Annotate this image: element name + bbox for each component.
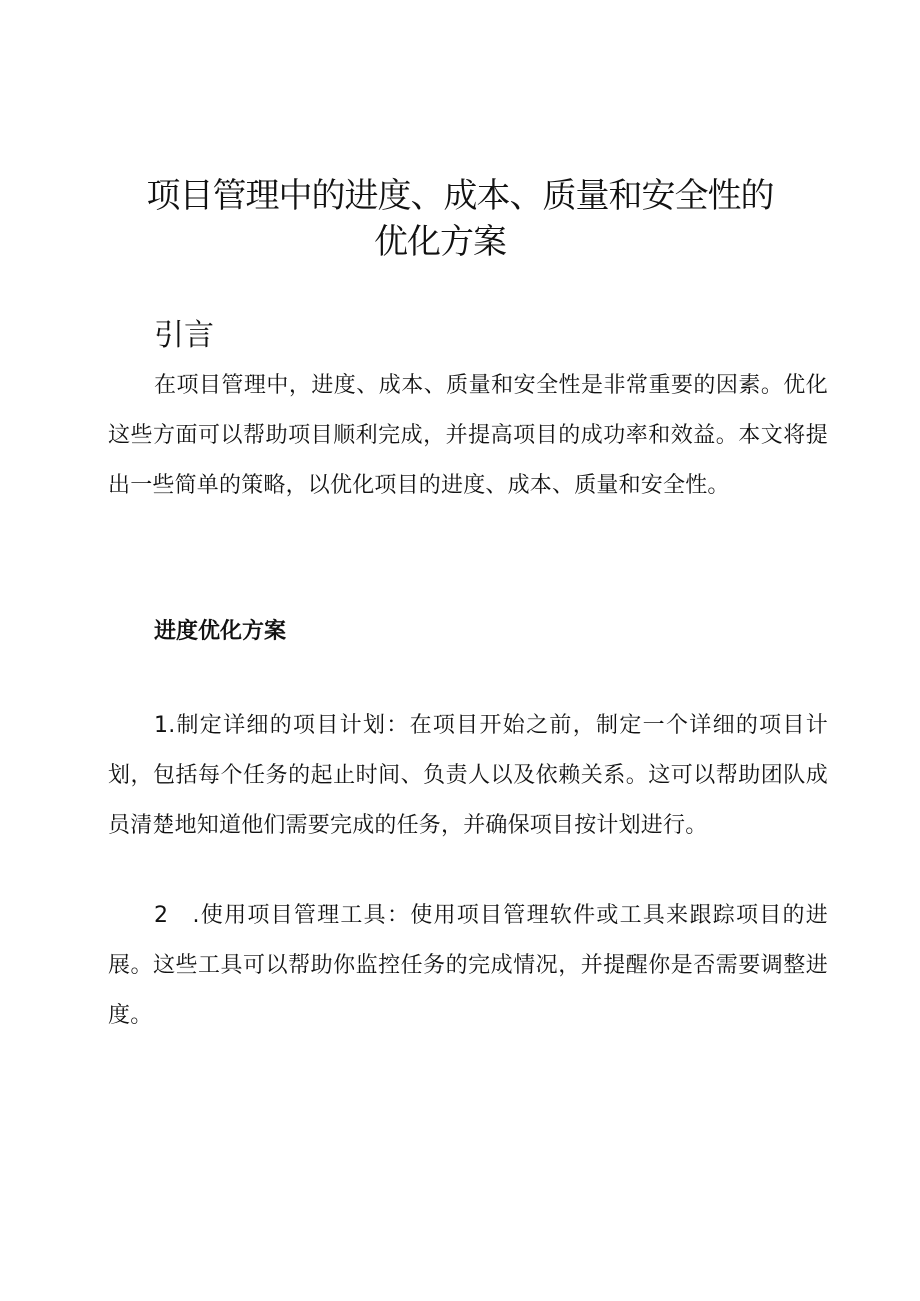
- schedule-section-heading: 进度优化方案: [154, 619, 287, 644]
- intro-heading: 引言: [154, 318, 214, 353]
- list-item-2: 2 .使用项目管理工具：使用项目管理软件或工具来跟踪项目的进展。这些工具可以帮助你监控任务的完成情况，并提醒你是否需要调整进度。: [108, 903, 828, 1028]
- document-title-line-1: 项目管理中的进度、成本、质量和安全性的: [146, 176, 774, 216]
- document-title-line-2: 优化方案: [374, 222, 506, 262]
- intro-paragraph: 在项目管理中，进度、成本、质量和安全性是非常重要的因素。优化这些方面可以帮助项目顺利完成，并提高项目的成功率和效益。本文将提出一些简单的策略，以优化项目的进度、成本、质量和安全性。: [108, 373, 828, 498]
- list-item-1: 1.制定详细的项目计划：在项目开始之前，制定一个详细的项目计划，包括每个任务的起止时间、负责人以及依赖关系。这可以帮助团队成员清楚地知道他们需要完成的任务，并确保项目按计划进行。: [108, 713, 828, 838]
